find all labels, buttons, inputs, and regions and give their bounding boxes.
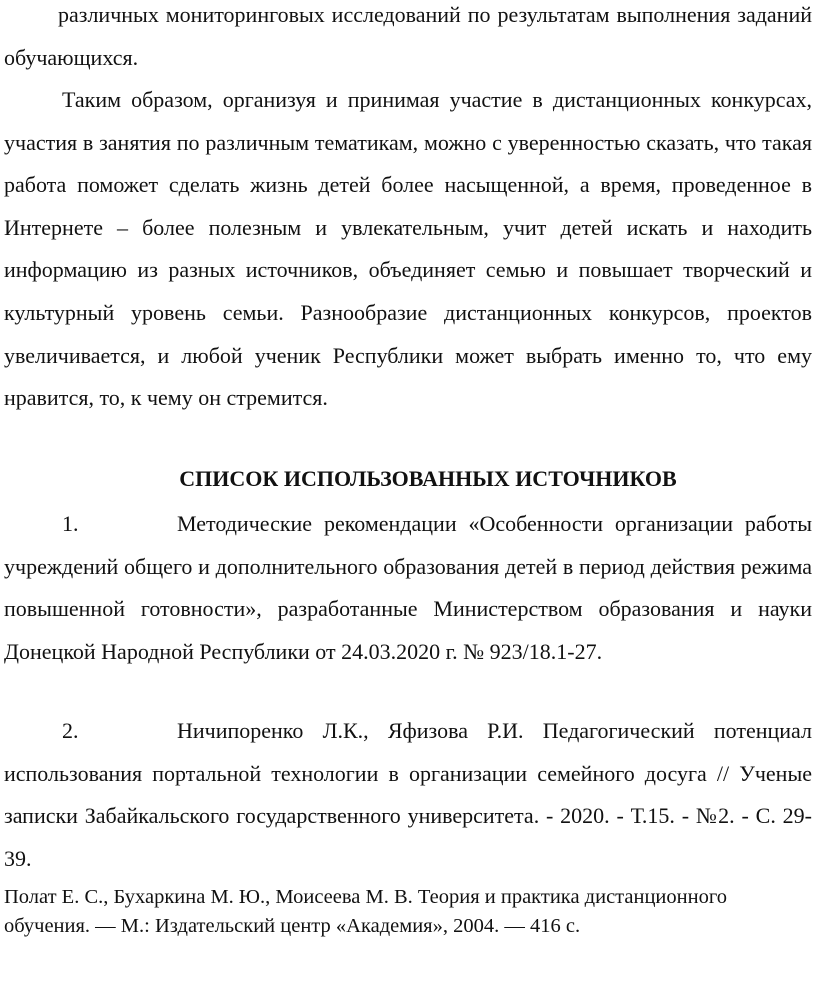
- references-heading: СПИСОК ИСПОЛЬЗОВАННЫХ ИСТОЧНИКОВ: [179, 466, 677, 491]
- reference-number: 2.: [62, 718, 79, 743]
- reference-text: Ничипоренко Л.К., Яфизова Р.И. Педагогический потенциал использования портальной технологии в организации семейного досуга // Ученые записки Забайкальского государственного университета. - 2020. - Т.15. - №2. - С. 29-39.: [4, 718, 812, 871]
- reference-text: Полат Е. С., Бухаркина М. Ю., Моисеева М. В. Теория и практика дистанционного обучения. — М.: Издательский центр «Академия», 2004. — 416 с.: [4, 886, 727, 937]
- reference-item: [4, 883, 774, 941]
- reference-text: Методические рекомендации «Особенности организации работы учреждений общего и дополнительного образования детей в период действия режима повышенной готовности», разработанные Министерством образования и науки Донецкой Народной Республики от 24.03.2020 г. № 923/18.1-27.: [4, 511, 812, 664]
- reference-item: [4, 503, 812, 673]
- reference-item: [4, 710, 812, 880]
- reference-number: 1.: [62, 511, 79, 536]
- paragraph-conclusion: Таким образом, организуя и принимая участие в дистанционных конкурсах, участия в занятия по различным тематикам, можно с уверенностью сказать, что такая работа поможет сделать жизнь детей более насыщенной, а время, проведенное в Интернете – более полезным и увлекательным, учит детей искать и находить информацию из разных источников, объединяет семью и повышает творческий и культурный уровень семьи. Разнообразие дистанционных конкурсов, проектов увеличивается, и любой ученик Республики может выбрать именно то, что ему нравится, то, к чему он стремится.: [4, 87, 812, 411]
- paragraph-continuation: различных мониторинговых исследований по результатам выполнения заданий обучающихся.: [4, 2, 812, 70]
